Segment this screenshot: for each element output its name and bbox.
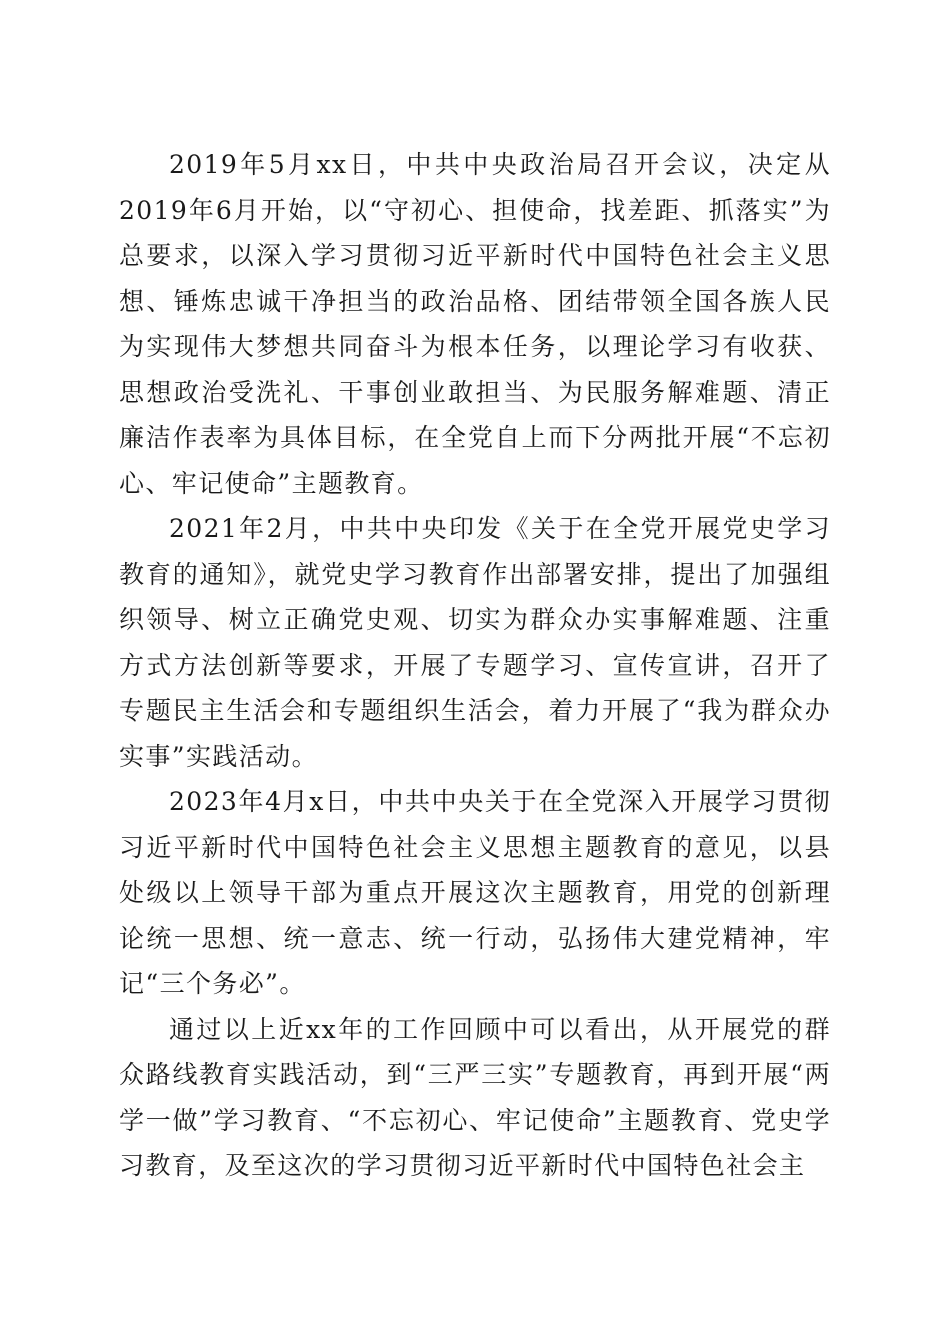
paragraph-4: 通过以上近xx年的工作回顾中可以看出，从开展党的群众路线教育实践活动，到“三严三实”专题教育，再到开展“两学一做”学习教育、“不忘初心、牢记使命”主题教育、党史学习教育，及至这次的学习贯彻习近平新时代中国特色社会主: [119, 1014, 831, 1180]
document-body: [119, 142, 831, 1189]
paragraph-2: 2021年2月，中共中央印发《关于在全党开展党史学习教育的通知》，就党史学习教育作出部署安排，提出了加强组织领导、树立正确党史观、切实为群众办实事解难题、注重方式方法创新等要求，开展了专题学习、宣传宣讲，召开了专题民主生活会和专题组织生活会，着力开展了“我为群众办实事”实践活动。: [119, 514, 831, 771]
paragraph-3: 2023年4月x日，中共中央关于在全党深入开展学习贯彻习近平新时代中国特色社会主义思想主题教育的意见，以县处级以上领导干部为重点开展这次主题教育，用党的创新理论统一思想、统一意志、统一行动，弘扬伟大建党精神，牢记“三个务必”。: [119, 787, 831, 998]
paragraph-1: 2019年5月xx日，中共中央政治局召开会议，决定从2019年6月开始，以“守初心、担使命，找差距、抓落实”为总要求，以深入学习贯彻习近平新时代中国特色社会主义思想、锤炼忠诚干净担当的政治品格、团结带领全国各族人民为实现伟大梦想共同奋斗为根本任务，以理论学习有收获、思想政治受洗礼、干事创业敢担当、为民服务解难题、清正廉洁作表率为具体目标，在全党自上而下分两批开展“不忘初心、牢记使命”主题教育。: [119, 150, 831, 498]
